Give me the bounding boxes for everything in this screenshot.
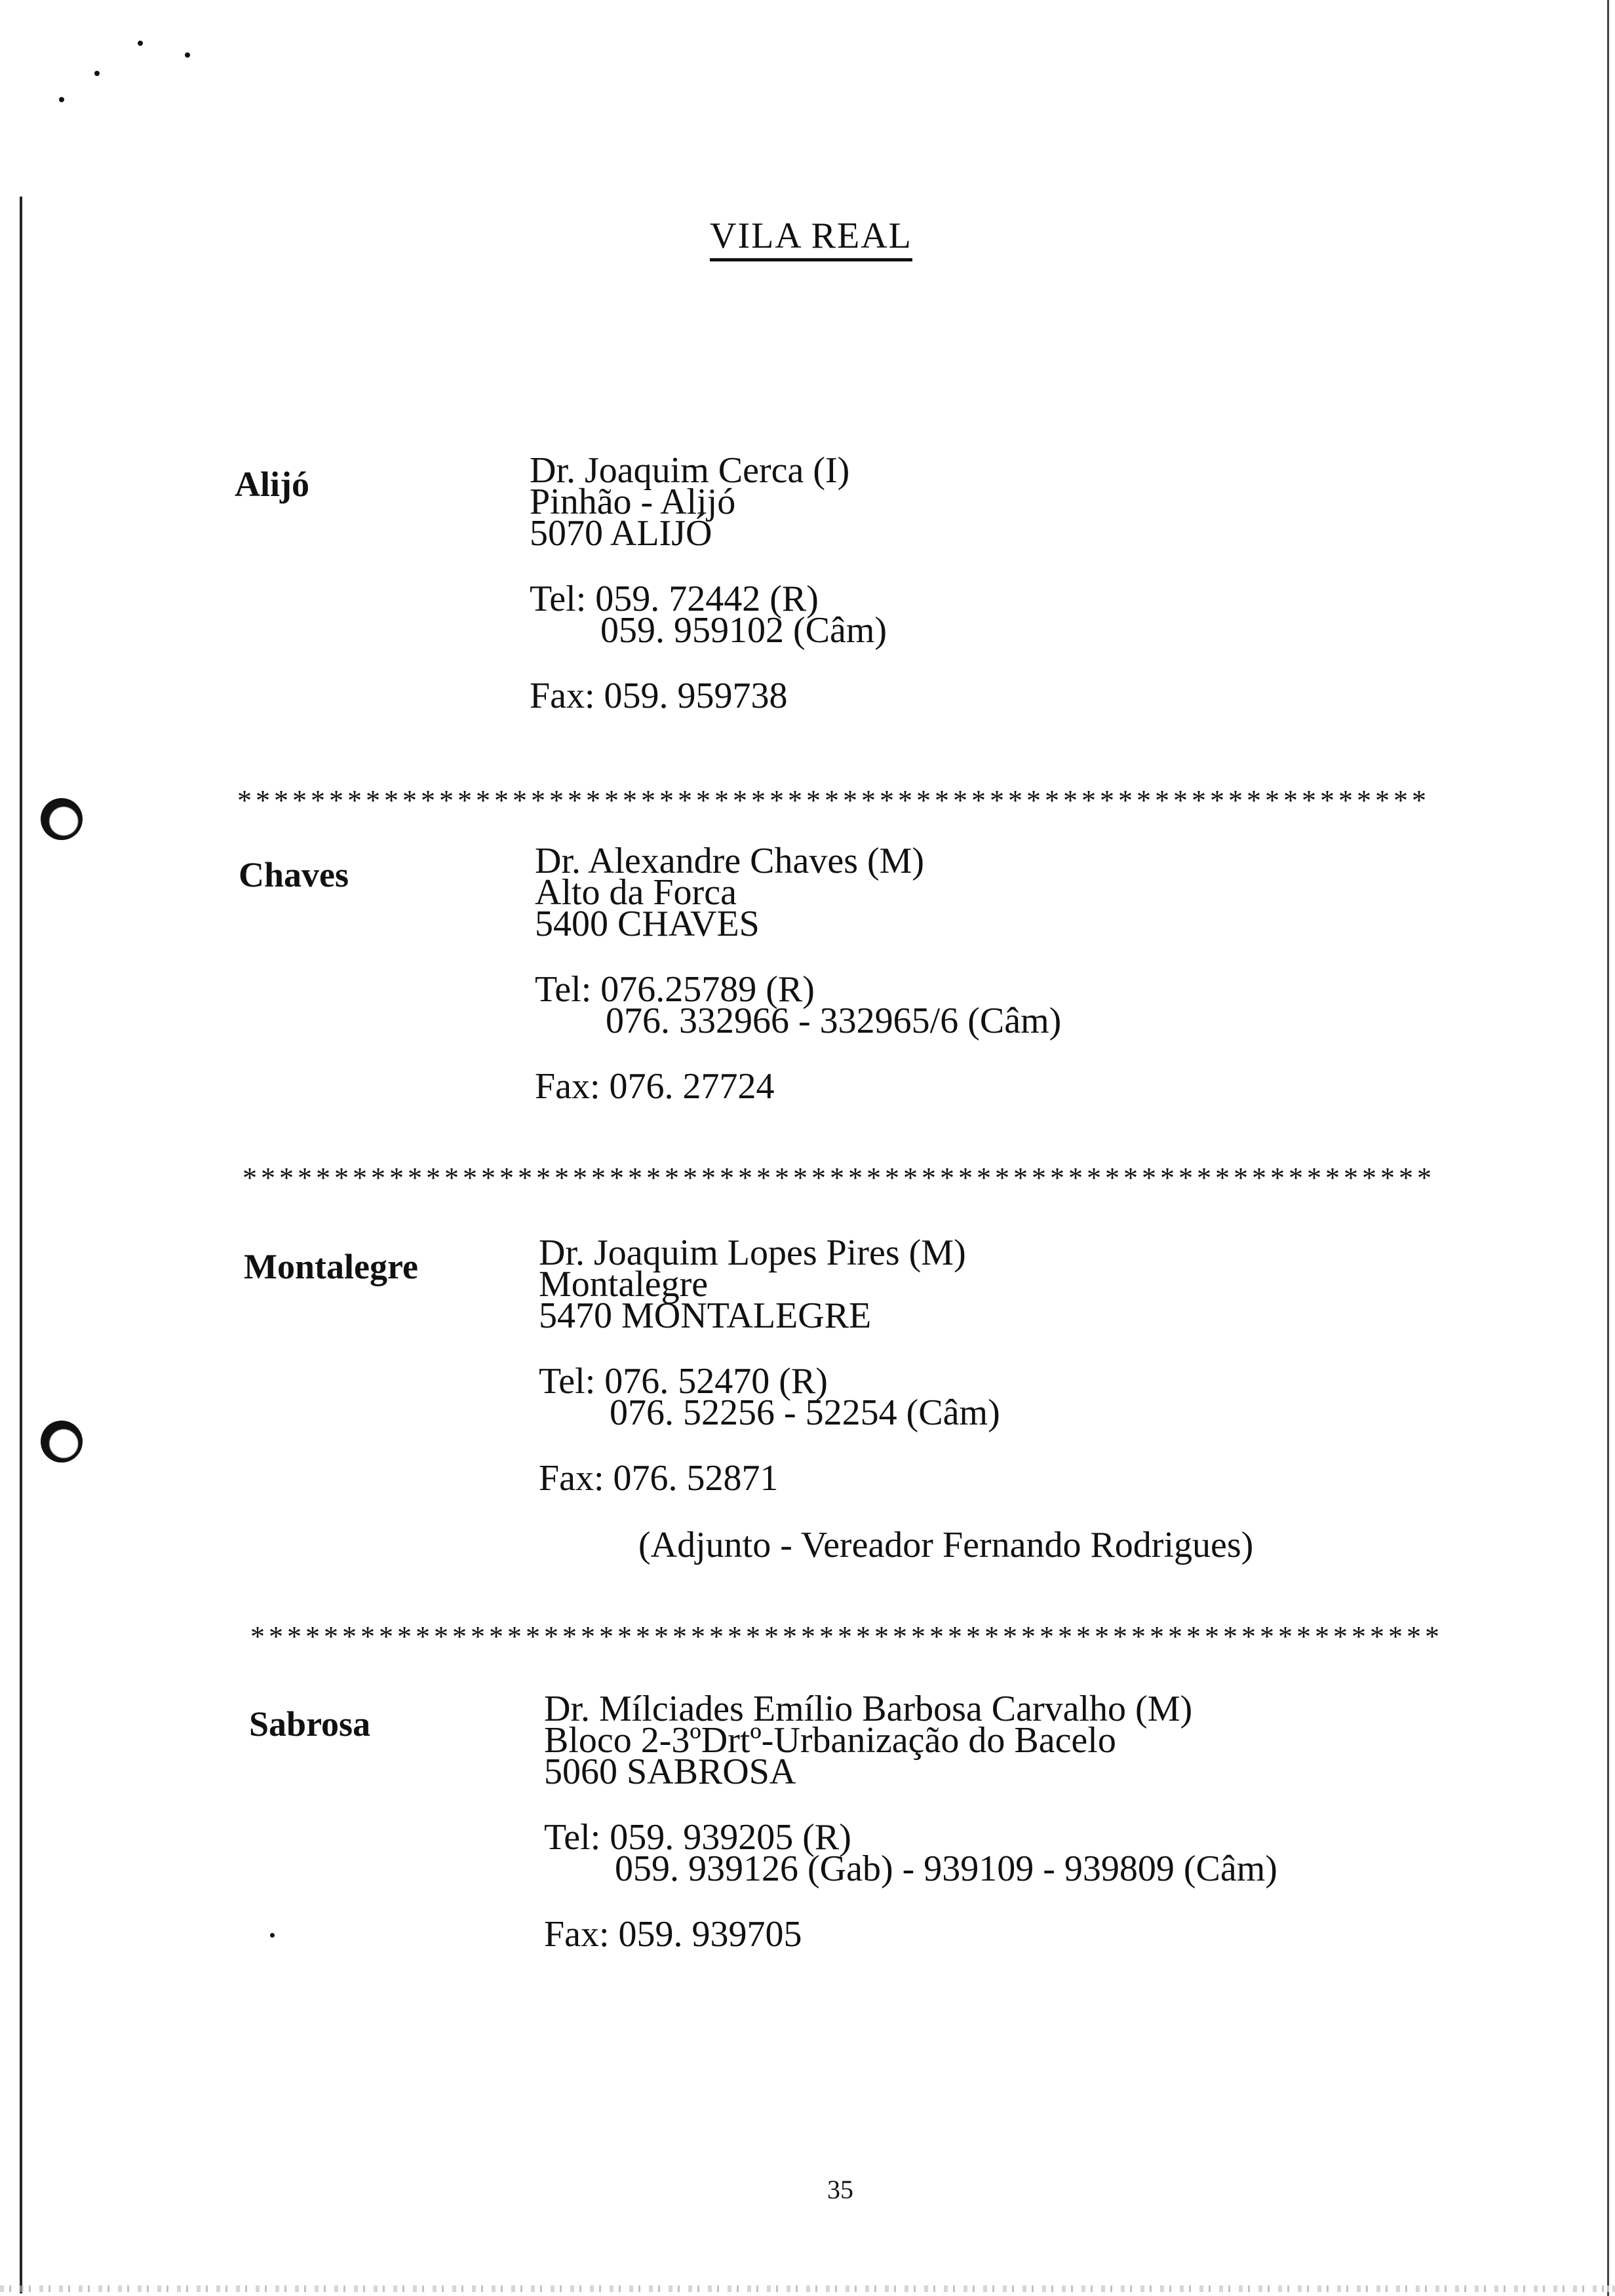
telephone-line: Tel: 059. 939205 (R) — [544, 1817, 851, 1858]
address-line: Pinhão - Alijó — [530, 482, 736, 522]
address-line: Bloco 2-3ºDrtº-Urbanização do Bacelo — [544, 1720, 1116, 1761]
fax-line: Fax: 076. 27724 — [535, 1066, 775, 1107]
telephone-line: 059. 959102 (Câm) — [600, 610, 887, 651]
scan-edge-right — [1607, 0, 1609, 2296]
municipality-name: Alijó — [235, 465, 309, 504]
postal-line: 5400 CHAVES — [535, 904, 760, 944]
contact-name: Dr. Mílciades Emílio Barbosa Carvalho (M) — [544, 1689, 1193, 1729]
contact-name: Dr. Joaquim Cerca (I) — [530, 450, 850, 491]
speck-mark — [94, 71, 100, 76]
telephone-line: 076. 52256 - 52254 (Câm) — [610, 1392, 1000, 1433]
speck-mark — [185, 52, 190, 58]
scan-edge-bottom — [0, 2286, 1615, 2292]
note-line: (Adjunto - Vereador Fernando Rodrigues) — [638, 1525, 1254, 1565]
contact-name: Dr. Alexandre Chaves (M) — [535, 841, 925, 881]
telephone-line: Tel: 076.25789 (R) — [535, 969, 815, 1010]
contact-block — [544, 1689, 1277, 1955]
municipality-name: Sabrosa — [249, 1704, 371, 1744]
separator-line: ***************************************************************** — [237, 784, 1430, 816]
telephone-line: Tel: 059. 72442 (R) — [530, 579, 819, 619]
telephone-line: Tel: 076. 52470 (R) — [539, 1361, 828, 1402]
postal-line: 5060 SABROSA — [544, 1751, 796, 1792]
address-line: Montalegre — [539, 1264, 709, 1305]
postal-line: 5470 MONTALEGRE — [539, 1295, 872, 1336]
punch-hole-icon — [41, 798, 83, 840]
separator-line: ***************************************************************** — [250, 1620, 1443, 1653]
municipality-name: Montalegre — [244, 1247, 418, 1286]
separator-line: ***************************************************************** — [243, 1162, 1435, 1194]
contact-block — [535, 841, 1062, 1107]
telephone-line: 076. 332966 - 332965/6 (Câm) — [606, 1001, 1062, 1041]
page-number: 35 — [827, 2175, 853, 2204]
telephone-line: 059. 939126 (Gab) - 939109 - 939809 (Câm) — [615, 1848, 1277, 1889]
speck-mark — [270, 1933, 275, 1938]
municipality-name: Chaves — [239, 855, 349, 894]
contact-block — [530, 450, 887, 716]
fax-line: Fax: 059. 959738 — [530, 676, 788, 716]
scan-edge-left — [20, 197, 22, 2293]
speck-mark — [138, 41, 143, 46]
page-title: VILA REAL — [710, 216, 912, 261]
address-line: Alto da Forca — [535, 872, 737, 913]
contact-name: Dr. Joaquim Lopes Pires (M) — [539, 1233, 966, 1273]
punch-hole-icon — [41, 1421, 83, 1463]
fax-line: Fax: 059. 939705 — [544, 1914, 802, 1955]
contact-block — [539, 1233, 1000, 1499]
speck-mark — [59, 97, 64, 102]
postal-line: 5070 ALIJÓ — [530, 513, 712, 554]
fax-line: Fax: 076. 52871 — [539, 1458, 779, 1499]
